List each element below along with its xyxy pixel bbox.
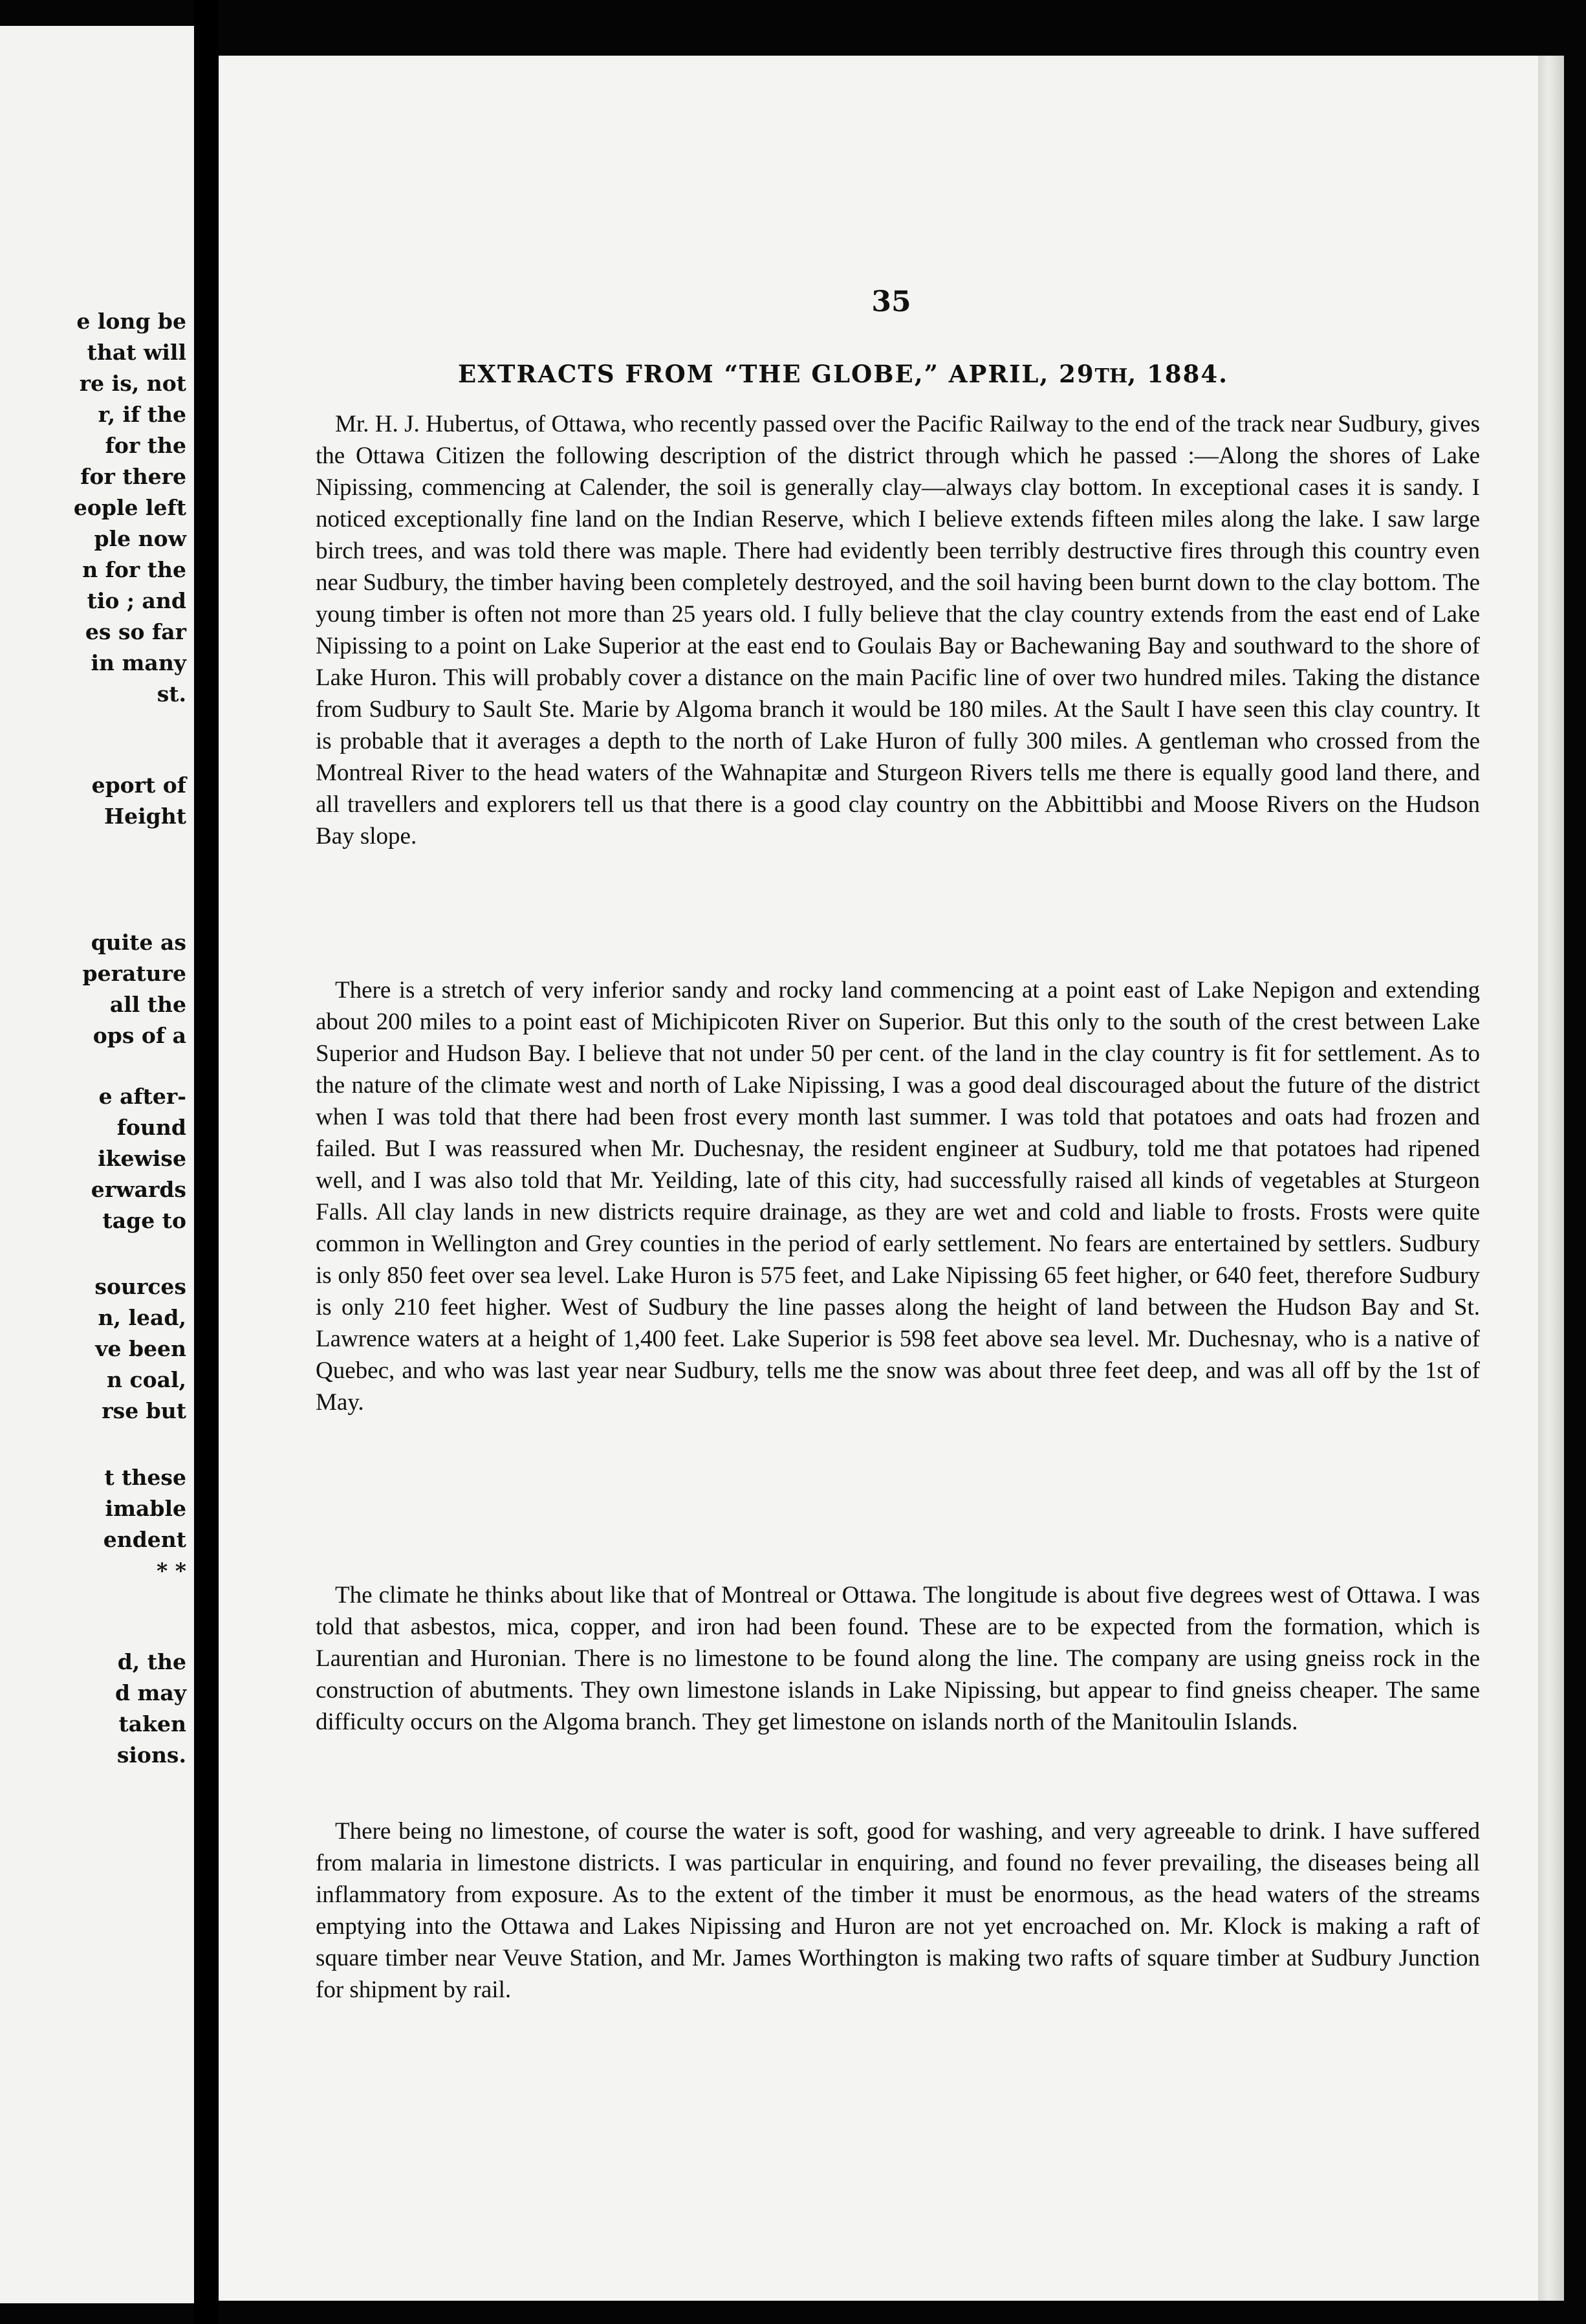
paragraph-text: There is a stretch of very inferior sandy and rocky land commencing at a point east of Lake Nepigon and extending about 200 miles to a point east of Michipicoten River on Superior. But this only to the south of the crest between Lake Superior and Hudson Bay. I believe that not under 50 per cent. of the land in the clay country is fit for settlement. As to the nature of the climate west and north of Lake Nipissing, I was a good deal discouraged about the future of the district when I was told that there had been frost every month last summer. I was told that potatoes and oats had frozen and failed. But I was reassured when Mr. Duchesnay, the resident engineer at Sudbury, told me that potatoes had ripened well, and I was also told that Mr. Yeilding, late of this city, had successfully raised all kinds of vegetables at Sturgeon Falls. All clay lands in new districts require drainage, as they are wet and cold and liable to frosts. Frosts were quite common in Wellington and Grey counties in the period of early settlement. No fears are entertained by settlers. Sudbury is only 850 feet over sea level. Lake Huron is 575 feet, and Lake Nipissing 65 feet higher, or 640 feet, therefore Sudbury is only 210 feet higher. West of Sudbury the line passes along the height of land between the Hudson Bay and St. Lawrence waters at a height of 1,400 feet. Lake Superior is 598 feet above sea level. Mr. Duchesnay, who is a native of Quebec, and who was last year near Sudbury, tells me the snow was about three feet deep, and was all off by the 1st of May.	[316, 977, 1480, 1416]
fragment-line: found	[116, 1115, 186, 1140]
fragment-line: quite as	[91, 930, 186, 955]
fragment-line: d may	[114, 1680, 186, 1705]
page-number: 35	[871, 285, 911, 318]
paragraph-text: The climate he thinks about like that of Montreal or Ottawa. The longitude is about five degrees west of Ottawa. I was told that asbestos, mica, copper, and iron had been found. These are to be expected from the formation, which is Laurentian and Huronian. There is no limestone to be found along the line. The company are using gneiss rock in the construction of abutments. They own limestone islands in Lake Nipissing, but appear to find gneiss cheaper. The same difficulty occurs on the Algoma branch. They get limestone on islands north of the Manitoulin Islands.	[316, 1582, 1480, 1735]
paragraph-1	[316, 408, 1480, 852]
fragment-line: ple now	[94, 526, 186, 551]
fragment-line: that will	[87, 340, 186, 365]
paragraph-3	[316, 1579, 1480, 1738]
fragment-line: d, the	[117, 1649, 186, 1674]
fragment-line: sions.	[116, 1742, 186, 1768]
book-gutter	[194, 0, 219, 2324]
fragment-line: eport of	[91, 773, 186, 798]
fragment-line: for the	[105, 433, 186, 458]
fragment-line: taken	[118, 1711, 186, 1737]
facing-page-fragment	[0, 26, 194, 2303]
fragment-line: e after-	[98, 1084, 186, 1109]
fragment-line: endent	[103, 1527, 186, 1552]
fragment-line: perature	[82, 961, 186, 986]
fragment-line: e long be	[76, 309, 186, 334]
paragraph-2	[316, 974, 1480, 1418]
fragment-line: all the	[109, 992, 186, 1017]
fragment-line: ops of a	[92, 1023, 186, 1048]
fragment-line: n, lead,	[98, 1305, 186, 1330]
fragment-line: imable	[105, 1496, 186, 1521]
fragment-line: in many	[91, 650, 186, 675]
paragraph-4	[316, 1815, 1480, 2006]
article-heading	[458, 360, 1558, 388]
fragment-line: t these	[104, 1465, 186, 1490]
paragraph-text: Mr. H. J. Hubertus, of Ottawa, who recently passed over the Pacific Railway to the end of the track near Sudbury, gives the Ottawa Citizen the following description of the district through which he passed :—Along the shores of Lake Nipissing, commencing at Calender, the soil is generally clay—always clay bottom. In exceptional cases it is sandy. I noticed exceptionally fine land on the Indian Reserve, which I believe extends fifteen miles along the lake. I saw large birch trees, and was told there was maple. There had evidently been terribly destructive fires through this country even near Sudbury, the timber having been completely destroyed, and the soil having been burnt down to the clay bottom. The young timber is often not more than 25 years old. I fully believe that the clay country extends from the east end of Lake Nipissing to a point on Lake Superior at the east end to Goulais Bay or Bachewaning Bay and southward to the shore of Lake Huron. This will probably cover a distance on the main Pacific line of over two hundred miles. Taking the distance from Sudbury to Sault Ste. Marie by Algoma branch it would be 180 miles. At the Sault I have seen this clay country. It is probable that it averages a depth to the north of Lake Huron of fully 300 miles. A gentleman who crossed from the Montreal River to the head waters of the Wahnapitæ and Sturgeon Rivers tells me there is equally good land there, and all travellers and explorers tell us that there is a good clay country on the Abbittibbi and Moose Rivers on the Hudson Bay slope.	[316, 411, 1480, 850]
fragment-line: tage to	[102, 1208, 186, 1233]
fragment-line: ve been	[95, 1336, 186, 1361]
fragment-line: eople left	[73, 495, 186, 520]
fragment-line: ikewise	[98, 1146, 186, 1171]
fragment-line: r, if the	[98, 402, 186, 427]
fragment-line: erwards	[91, 1177, 186, 1202]
heading-text: EXTRACTS FROM “THE GLOBE,” APRIL, 29	[458, 360, 1095, 388]
heading-ordinal: TH	[1094, 365, 1128, 388]
fragment-line: n for the	[82, 557, 186, 582]
fragment-line: * *	[156, 1558, 186, 1583]
fragment-line: st.	[157, 681, 186, 707]
fragment-line: re is, not	[79, 371, 186, 396]
fragment-line: n coal,	[107, 1367, 186, 1392]
fragment-line: tio ; and	[87, 588, 186, 613]
fragment-line: sources	[94, 1274, 186, 1299]
fragment-line: es so far	[85, 619, 186, 644]
main-page	[219, 56, 1564, 2301]
page-edge	[1538, 56, 1564, 2301]
paragraph-text: There being no limestone, of course the water is soft, good for washing, and very agreeable to drink. I have suffered from malaria in limestone districts. I was particular in enquiring, and found no fever prevailing, the diseases being all inflammatory from exposure. As to the extent of the timber it must be enormous, as the head waters of the streams emptying into the Ottawa and Lakes Nipissing and Huron are not yet encroached on. Mr. Klock is making a raft of square timber near Veuve Station, and Mr. James Worthington is making two rafts of square timber at Sudbury Junction for shipment by rail.	[316, 1818, 1480, 2003]
fragment-line: for there	[80, 464, 186, 489]
heading-year: , 1884.	[1127, 360, 1228, 388]
fragment-line: Height	[103, 804, 186, 829]
fragment-line: rse but	[102, 1398, 186, 1423]
